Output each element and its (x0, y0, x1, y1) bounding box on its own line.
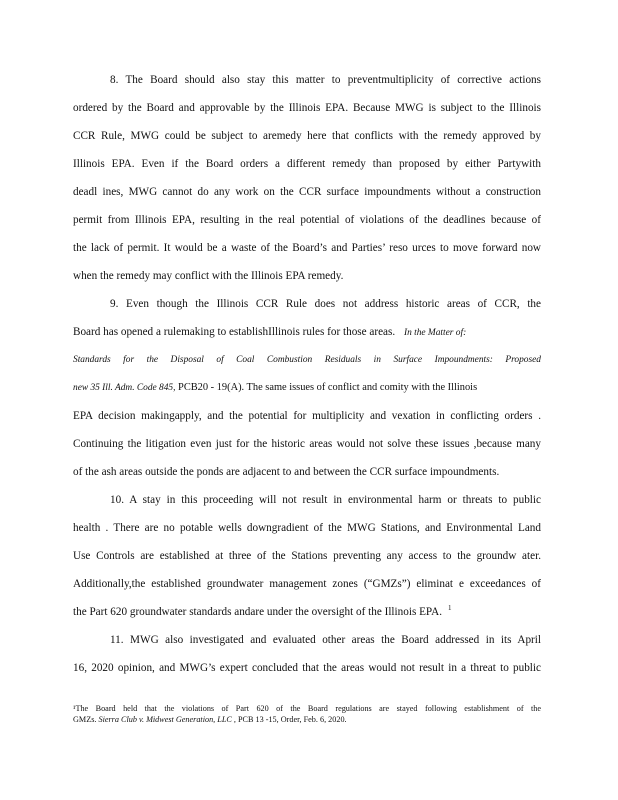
paragraph-11-line-2: 16, 2020 opinion, and MWG’s expert concluded that the areas would not result in a threat to public (73, 662, 541, 674)
paragraph-9-line-2-text: Board has opened a rulemaking to establishIllinois rules for those areas. (73, 326, 396, 338)
footnote-case-name: Sierra Club v. Midwest Generation, LLC (98, 715, 232, 724)
paragraph-10-line-3: Use Controls are established at three of the Stations preventing any access to the groundw ater. (73, 550, 541, 562)
paragraph-10-line-2: health . There are no potable wells downgradient of the MWG Stations, and Environmental Land (73, 522, 541, 534)
paragraph-9-line-2 (73, 325, 541, 340)
paragraph-10-line-4: Additionally,the established groundwater management zones (“GMZs”) eliminat e exceedances of (73, 578, 541, 590)
paragraph-9-line-2-italic: In the Matter of: (403, 328, 467, 338)
paragraph-8-line-8: when the remedy may conflict with the Illinois EPA remedy. (73, 270, 344, 282)
paragraph-10-line-5-text: the Part 620 groundwater standards andare under the oversight of the Illinois EPA. (73, 606, 443, 618)
paragraph-10-line-5 (73, 605, 541, 620)
footnote-line-2 (73, 714, 541, 725)
paragraph-8-line-5: deadl ines, MWG cannot do any work on the CCR surface impoundments without a construction (73, 186, 541, 198)
paragraph-11-line-1: 11. MWG also investigated and evaluated other areas the Board addressed in its April (110, 634, 541, 646)
paragraph-8-line-1: 8. The Board should also stay this matter to preventmultiplicity of corrective actions (110, 74, 541, 86)
paragraph-10-line-1: 10. A stay in this proceeding will not result in environmental harm or threats to public (110, 494, 541, 506)
paragraph-9-line-4-text: PCB20 - 19(A). The same issues of conflict and comity with the Illinois (175, 382, 478, 393)
footnote-line-2-b: , PCB 13 -15, Order, Feb. 6, 2020. (231, 715, 347, 724)
paragraph-9-line-4-italic: new 35 Ill. Adm. Code 845, (73, 383, 176, 393)
paragraph-9-line-3: Standards for the Disposal of Coal Combustion Residuals in Surface Impoundments: Proposed (73, 355, 541, 365)
paragraph-8-line-3: CCR Rule, MWG could be subject to aremedy here that conflicts with the remedy approved by (73, 130, 541, 142)
paragraph-8-line-7: the lack of permit. It would be a waste of the Board’s and Parties’ reso urces to move forward now (73, 242, 541, 254)
paragraph-9-line-4 (73, 381, 541, 395)
paragraph-9-line-6: Continuing the litigation even just for the historic areas would not solve these issues ,because many (73, 438, 541, 450)
footnote-marker: 1 (448, 604, 452, 612)
paragraph-9-line-7: of the ash areas outside the ponds are adjacent to and between the CCR surface impoundments. (73, 466, 500, 478)
paragraph-8-line-2: ordered by the Board and approvable by the Illinois EPA. Because MWG is subject to the Illinois (73, 102, 541, 114)
paragraph-9-line-5: EPA decision makingapply, and the potential for multiplicity and vexation in conflicting orders . (73, 410, 541, 422)
footnote-line-2-a: GMZs. (73, 715, 99, 724)
paragraph-8-line-6: permit from Illinois EPA, resulting in the real potential of violations of the deadlines because of (73, 214, 541, 226)
paragraph-8-line-4: Illinois EPA. Even if the Board orders a different remedy than proposed by either Partywith (73, 158, 541, 170)
footnote-line-1: ¹The Board held that the violations of Part 620 of the Board regulations are stayed following establishment of the (73, 704, 541, 713)
paragraph-9-line-1: 9. Even though the Illinois CCR Rule does not address historic areas of CCR, the (110, 298, 541, 310)
